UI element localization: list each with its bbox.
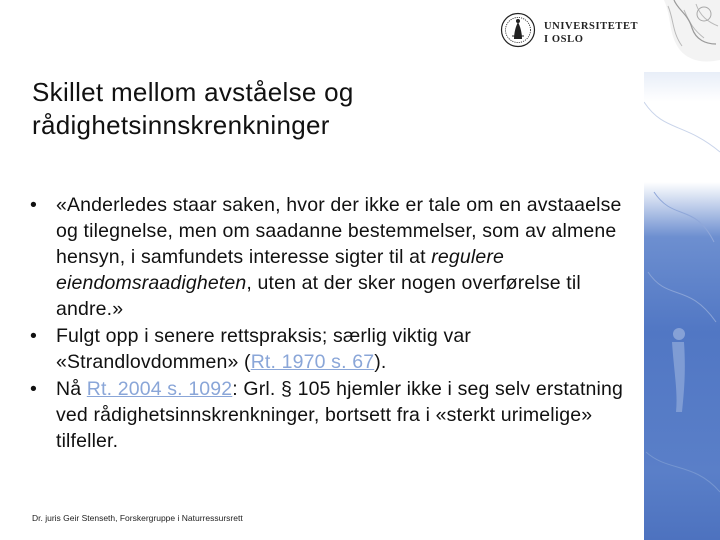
university-seal-icon — [500, 12, 536, 48]
bullet-item-case-law — [30, 323, 630, 375]
logo-text-line1: UNIVERSITETET — [544, 21, 639, 32]
case-link-rt-2004[interactable]: Rt. 2004 s. 1092 — [86, 378, 233, 400]
slide-title-line2: rådighetsinnskrenkninger — [32, 110, 330, 140]
bullet-symbol: • — [30, 378, 37, 400]
logo-text-line2: I OSLO — [544, 34, 584, 45]
bullet-item-quote — [30, 192, 630, 322]
bullet-text: Nå — [56, 378, 87, 400]
bullet-text: «Anderledes staar saken, hvor der ikke er tale om en avstaaelse og tilegnelse, men om saadanne bestemmelser, som av almene hensyn, i samfundets interesse sigter til at — [56, 194, 622, 268]
case-link-rt-1970[interactable]: Rt. 1970 s. 67 — [250, 351, 375, 373]
bullet-text: , uten at der sker nogen overførelse til andre.» — [56, 272, 581, 320]
slide-title — [32, 76, 592, 142]
bullet-text: : Grl. § 105 hjemler ikke i seg selv erstatning ved rådighetsinnskrenkninger, bortsett fra i «sterkt urimelige» tilfeller. — [56, 378, 624, 452]
bullet-text: ). — [374, 351, 387, 373]
bullet-text: Fulgt opp i senere rettspraksis; særlig viktig var «Strandlovdommen» ( — [56, 325, 471, 373]
slide-title-line1: Skillet mellom avståelse og — [32, 77, 354, 107]
decorative-sculpture-top — [644, 0, 720, 72]
university-logo — [500, 12, 640, 52]
bullet-item-rt-2004 — [30, 376, 630, 454]
slide-footer: Dr. juris Geir Stenseth, Forskergruppe i Naturressursrett — [32, 513, 243, 523]
bullet-symbol: • — [30, 325, 37, 347]
bullet-symbol: • — [30, 194, 37, 216]
bullet-list — [30, 192, 630, 455]
decorative-sculpture-band — [644, 72, 720, 540]
bullet-italic-text: regulere eiendomsraadigheten — [56, 246, 505, 294]
